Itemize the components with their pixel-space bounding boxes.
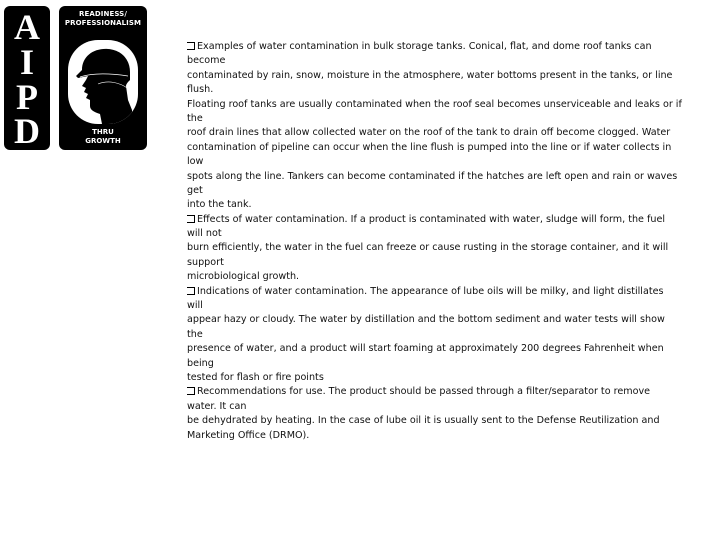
checkbox-bullet-icon	[187, 215, 195, 223]
text-line: being	[187, 357, 214, 369]
line-text: Effects of water contamination. If a product is contaminated with water, sludge will form, the fuel	[197, 213, 666, 225]
logo-thru-text: THRU	[92, 128, 114, 136]
text-line: contaminated by rain, snow, moisture in the atmosphere, water bottoms present in the tanks, or line	[187, 69, 673, 81]
text-line: flush.	[187, 84, 214, 96]
text-line: get	[187, 184, 203, 196]
text-line: roof drain lines that allow collected water on the roof of the tank to drain off become clogged. Water	[187, 127, 671, 139]
checkbox-bullet-icon	[187, 42, 195, 50]
logo-oval	[68, 40, 138, 124]
checkbox-bullet-icon	[187, 287, 195, 295]
text-line: tested for flash or fire points	[187, 371, 324, 383]
text-line: will not	[187, 228, 222, 240]
paragraph-effects	[187, 213, 687, 285]
checkbox-bullet-icon	[187, 387, 195, 395]
logo-letter-i: I	[19, 42, 34, 82]
text-line	[187, 213, 687, 227]
logo-growth-text: GROWTH	[85, 137, 121, 145]
text-line: spots along the line. Tankers can become contaminated if the hatches are left open and rain or waves	[187, 170, 678, 182]
logo-letter-d: D	[14, 111, 40, 151]
logo-professionalism-text: PROFESSIONALISM	[64, 19, 142, 27]
paragraph-recommendations	[187, 385, 687, 443]
text-line	[187, 40, 687, 54]
text-line: low	[187, 156, 204, 168]
line-text: Examples of water contamination in bulk storage tanks. Conical, flat, and dome roof tanks can	[197, 41, 652, 52]
text-line: Floating roof tanks are usually contaminated when the roof seal becomes unserviceable and leaks or if	[187, 98, 682, 110]
line-text: Recommendations for use. The product should be passed through a filter/separator to remove	[197, 386, 651, 398]
logo-letter-a: A	[14, 7, 40, 47]
text-line: the	[187, 328, 203, 340]
logo-bottom-text	[59, 128, 147, 146]
logo-top-text	[59, 10, 147, 28]
aipd-letters-panel	[4, 6, 50, 150]
aipd-logo	[2, 3, 146, 149]
text-line: become	[187, 55, 226, 67]
text-line: burn efficiently, the water in the fuel can freeze or cause rusting in the storage container, and it will	[187, 242, 669, 254]
text-line: into the tank.	[187, 199, 252, 211]
text-line: microbiological growth.	[187, 271, 300, 283]
text-line	[187, 385, 687, 399]
text-line: appear hazy or cloudy. The water by distillation and the bottom sediment and water tests will show	[187, 314, 665, 326]
paragraph-indications	[187, 285, 687, 386]
text-line	[187, 285, 687, 299]
soldier-helmet-silhouette-icon	[68, 40, 138, 124]
text-line: Marketing Office (DRMO).	[187, 429, 310, 441]
text-line: the	[187, 112, 203, 124]
text-line: water. It can	[187, 400, 247, 412]
document-body	[187, 40, 687, 443]
logo-readiness-text: READINESS/	[79, 10, 127, 18]
text-line: presence of water, and a product will start foaming at approximately 200 degrees Fahrenheit when	[187, 343, 664, 355]
paragraph-examples	[187, 40, 687, 213]
text-line: will	[187, 300, 203, 312]
logo-emblem-panel	[59, 6, 147, 150]
logo-letter-p: P	[16, 77, 38, 117]
text-line: contamination of pipeline can occur when the line flush is pumped into the line or if water collects in	[187, 141, 672, 153]
text-line: be dehydrated by heating. In the case of lube oil it is usually sent to the Defense Reutilization and	[187, 415, 660, 427]
line-text: Indications of water contamination. The appearance of lube oils will be milky, and light distillates	[197, 285, 664, 297]
text-line: support	[187, 256, 224, 268]
